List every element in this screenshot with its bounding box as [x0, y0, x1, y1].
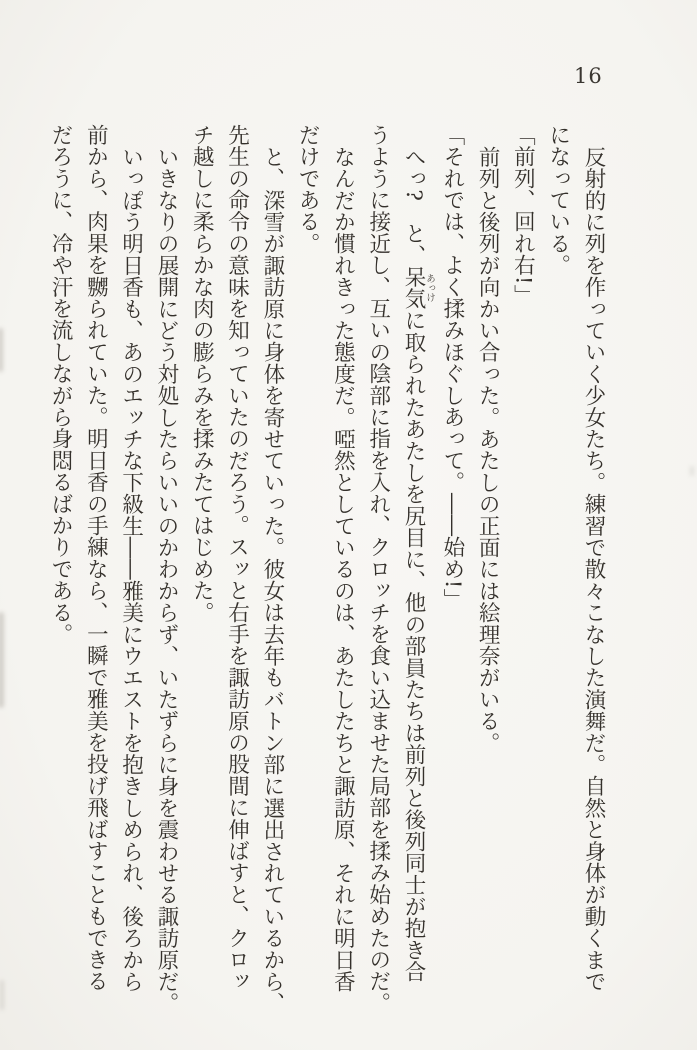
text-column: うように接近し、互いの陰部に指を入れ、クロッチを食い込ませた局部を揉み始めたのだ。	[365, 124, 391, 1014]
text-block	[45, 124, 611, 1026]
text-column: だけである。	[295, 124, 321, 255]
text-segment: へっ? と、	[401, 145, 427, 266]
scan-smudge	[0, 612, 4, 708]
text-segment: に取られたあたしを尻目に、他の部員たちは前列と後列同士が抱き合	[401, 309, 427, 982]
text-column: チ越しに柔らかな肉の膨らみを揉みたてはじめた。	[189, 124, 215, 624]
text-column: 前列と後列が向かい合った。あたしの正面には絵理奈がいる。	[475, 145, 501, 754]
text-column: いっぽう明日香も、あのエッチな下級生――雅美にウエストを抱きしめられ、後ろから	[118, 145, 144, 992]
text-column: いきなりの展開にどう対処したらいいのかわからず、いたずらに身を震わせる諏訪原だ。	[153, 145, 179, 1014]
text-column	[396, 124, 435, 1026]
text-column: だろうに、冷や汗を流しながら身悶るばかりである。	[48, 124, 74, 645]
text-column: 前から、肉果を嬲られていた。明日香の手練なら、一瞬で雅美を投げ飛ばすこともできる	[83, 124, 109, 992]
text-column: 反射的に列を作っていく少女たち。練習で散々こなした演舞だ。自然と身体が動くまで	[581, 145, 606, 992]
text-column: 「それでは、よく揉みほぐしあって。――始め!」	[439, 124, 465, 611]
page-number: 16	[574, 64, 603, 88]
scan-smudge	[0, 980, 4, 1010]
furigana: 呆気あっけ	[401, 265, 436, 310]
text-column: なんだか慣れきった態度だ。啞然としているのは、あたしたちと諏訪原、それに明日香	[330, 145, 356, 992]
text-column: 先生の命令の意味を知っていたのだろう。スッと右手を諏訪原の股間に伸ばすと、クロッ	[224, 124, 250, 992]
text-column: になっている。	[545, 124, 571, 276]
text-column: と、深雪が諏訪原に身体を寄せていった。彼女は去年もバトン部に選出されているから、	[259, 145, 285, 1014]
text-column: 「前列、回れ右!」	[510, 124, 536, 307]
scan-smudge	[0, 328, 3, 372]
scan-smudge	[690, 466, 694, 476]
